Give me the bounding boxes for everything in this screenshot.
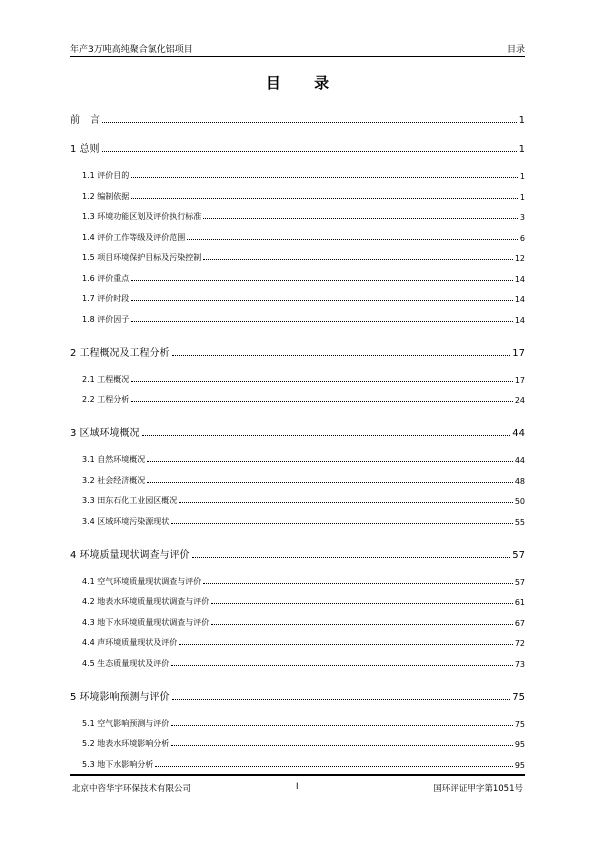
toc-section-entry[interactable] — [70, 738, 525, 749]
toc-section-entry[interactable] — [70, 475, 525, 486]
toc-entry-label: 1.4 评价工作等级及评价范围 — [82, 232, 186, 242]
toc-dot-leader — [142, 435, 511, 436]
toc-dot-leader — [187, 239, 518, 240]
toc-entry-page: 50 — [514, 497, 525, 506]
toc-entry-label: 3 区域环境概况 — [70, 428, 140, 439]
toc-entry-label: 3.1 自然环境概况 — [82, 455, 146, 464]
toc-section-entry[interactable] — [70, 617, 525, 628]
toc-entry-page: 6 — [519, 233, 525, 243]
footer-company: 北京中咨华宇环保技术有限公司 — [72, 784, 192, 794]
toc-section-entry[interactable] — [70, 252, 525, 263]
toc-entry-page: 57 — [512, 549, 525, 561]
toc-dot-leader — [171, 745, 513, 746]
toc-entry-page: 1 — [518, 115, 525, 126]
toc-dot-leader — [102, 122, 517, 123]
toc-entry-label: 5.2 地表水环境影响分析 — [82, 739, 170, 748]
toc-entry-label: 1.5 项目环境保护目标及污染控制 — [82, 253, 202, 262]
toc-entry-page: 14 — [514, 274, 525, 284]
toc-entry-page: 17 — [512, 347, 525, 359]
toc-entry-page: 48 — [514, 476, 525, 486]
toc-dot-leader — [171, 665, 513, 666]
footer-rule — [70, 774, 525, 776]
page-title: 目 录 — [265, 74, 344, 92]
toc-section-entry[interactable] — [70, 759, 525, 770]
toc-entry-label: 4 环境质量现状调查与评价 — [70, 549, 190, 561]
toc-entry-page: 44 — [514, 456, 525, 465]
toc-entry-label: 前 言 — [70, 115, 100, 126]
toc-dot-leader — [147, 461, 513, 462]
toc-entry-label: 1.8 评价因子 — [82, 314, 130, 324]
toc-entry-label: 3.3 田东石化工业园区概况 — [82, 496, 178, 505]
toc-dot-leader — [131, 177, 518, 178]
toc-dot-leader — [203, 218, 518, 219]
toc-section-entry[interactable] — [70, 394, 525, 405]
toc-entry-label: 5.3 地下水影响分析 — [82, 759, 154, 769]
toc-dot-leader — [179, 502, 513, 503]
toc-section-entry[interactable] — [70, 191, 525, 202]
toc-entry-page: 73 — [514, 659, 525, 669]
toc-dot-leader — [211, 624, 513, 625]
toc-entry-page: 57 — [514, 577, 525, 587]
toc-entry-page: 67 — [514, 618, 525, 628]
toc-entry-page: 14 — [514, 295, 525, 304]
toc-entry-label: 3.4 区域环境污染源现状 — [82, 516, 170, 526]
toc-section-entry[interactable] — [70, 637, 525, 648]
toc-dot-leader — [171, 523, 513, 524]
toc-section-entry[interactable] — [70, 314, 525, 325]
toc-dot-leader — [155, 766, 513, 767]
toc-dot-leader — [203, 259, 513, 260]
toc-entry-page: 17 — [514, 375, 525, 385]
toc-section-entry[interactable] — [70, 211, 525, 222]
toc-dot-leader — [131, 198, 518, 199]
header-section-label: 目录 — [506, 45, 525, 55]
toc-dot-leader — [172, 355, 511, 356]
toc-entry-label: 4.5 生态质量现状及评价 — [82, 658, 170, 668]
toc-entry-page: 75 — [512, 691, 525, 703]
toc-section-entry[interactable] — [70, 293, 525, 304]
toc-entry-label: 1.2 编制依据 — [82, 191, 130, 201]
toc-entry-page: 14 — [514, 315, 525, 325]
toc-section-entry[interactable] — [70, 374, 525, 385]
toc-section-entry[interactable] — [70, 170, 525, 181]
toc-section-entry[interactable] — [70, 576, 525, 587]
toc-chapter-entry[interactable] — [70, 140, 525, 155]
toc-dot-leader — [171, 725, 513, 726]
toc-chapter-entry[interactable] — [70, 344, 525, 359]
toc-entry-label: 4.3 地下水环境质量现状调查与评价 — [82, 617, 210, 627]
toc-entry-label: 1.3 环境功能区划及评价执行标准 — [82, 212, 202, 221]
toc-chapter-entry[interactable] — [70, 424, 525, 439]
toc-chapter-entry[interactable] — [70, 688, 525, 703]
toc-entry-label: 4.1 空气环境质量现状调查与评价 — [82, 576, 202, 586]
toc-dot-leader — [179, 644, 513, 645]
toc-section-entry[interactable] — [70, 273, 525, 284]
footer-page-number: I — [296, 782, 299, 792]
toc-chapter-entry[interactable] — [70, 111, 525, 126]
toc-dot-leader — [192, 557, 511, 558]
toc-section-entry[interactable] — [70, 658, 525, 669]
toc-section-entry[interactable] — [70, 232, 525, 243]
toc-dot-leader — [172, 699, 511, 700]
header-project-title: 年产3万吨高纯聚合氯化铝项目 — [70, 45, 193, 55]
toc-chapter-entry[interactable] — [70, 546, 525, 561]
toc-section-entry[interactable] — [70, 516, 525, 527]
toc-section-entry[interactable] — [70, 596, 525, 607]
toc-section-entry[interactable] — [70, 495, 525, 506]
toc-dot-leader — [211, 603, 513, 604]
toc-entry-label: 1 总则 — [70, 144, 100, 155]
toc-entry-page: 72 — [514, 639, 525, 648]
toc-dot-leader — [131, 321, 513, 322]
toc-entry-page: 1 — [519, 172, 525, 181]
toc-entry-label: 4.4 声环境质量现状及评价 — [82, 638, 178, 647]
toc-entry-label: 5.1 空气影响预测与评价 — [82, 718, 170, 728]
header-rule — [70, 56, 525, 57]
toc-entry-label: 3.2 社会经济概况 — [82, 475, 146, 485]
toc-entry-page: 24 — [514, 396, 525, 405]
toc-entry-label: 1.7 评价时段 — [82, 294, 130, 303]
toc-dot-leader — [131, 381, 513, 382]
toc-entry-page: 95 — [514, 760, 525, 770]
toc-entry-page: 1 — [519, 192, 525, 202]
toc-entry-label: 5 环境影响预测与评价 — [70, 691, 170, 703]
toc-entry-page: 44 — [512, 428, 525, 439]
toc-dot-leader — [131, 280, 513, 281]
toc-section-entry[interactable] — [70, 718, 525, 729]
toc-entry-label: 2.2 工程分析 — [82, 395, 130, 404]
toc-entry-label: 1.1 评价目的 — [82, 171, 130, 180]
toc-entry-label: 1.6 评价重点 — [82, 273, 130, 283]
toc-entry-page: 55 — [514, 517, 525, 527]
toc-dot-leader — [203, 583, 513, 584]
toc-entry-page: 75 — [514, 719, 525, 729]
toc-entry-page: 95 — [514, 740, 525, 749]
toc-dot-leader — [102, 151, 517, 152]
toc-entry-page: 12 — [514, 254, 525, 263]
toc-section-entry[interactable] — [70, 454, 525, 465]
toc-entry-page: 61 — [514, 598, 525, 607]
footer-certificate: 国环评证甲字第1051号 — [433, 784, 523, 794]
toc-entry-page: 1 — [518, 144, 525, 155]
toc-entry-label: 2 工程概况及工程分析 — [70, 347, 170, 359]
toc-dot-leader — [131, 300, 513, 301]
toc-dot-leader — [147, 482, 513, 483]
toc-entry-label: 4.2 地表水环境质量现状调查与评价 — [82, 597, 210, 606]
toc-entry-page: 3 — [519, 213, 525, 222]
toc-entry-label: 2.1 工程概况 — [82, 374, 130, 384]
toc-dot-leader — [131, 401, 513, 402]
